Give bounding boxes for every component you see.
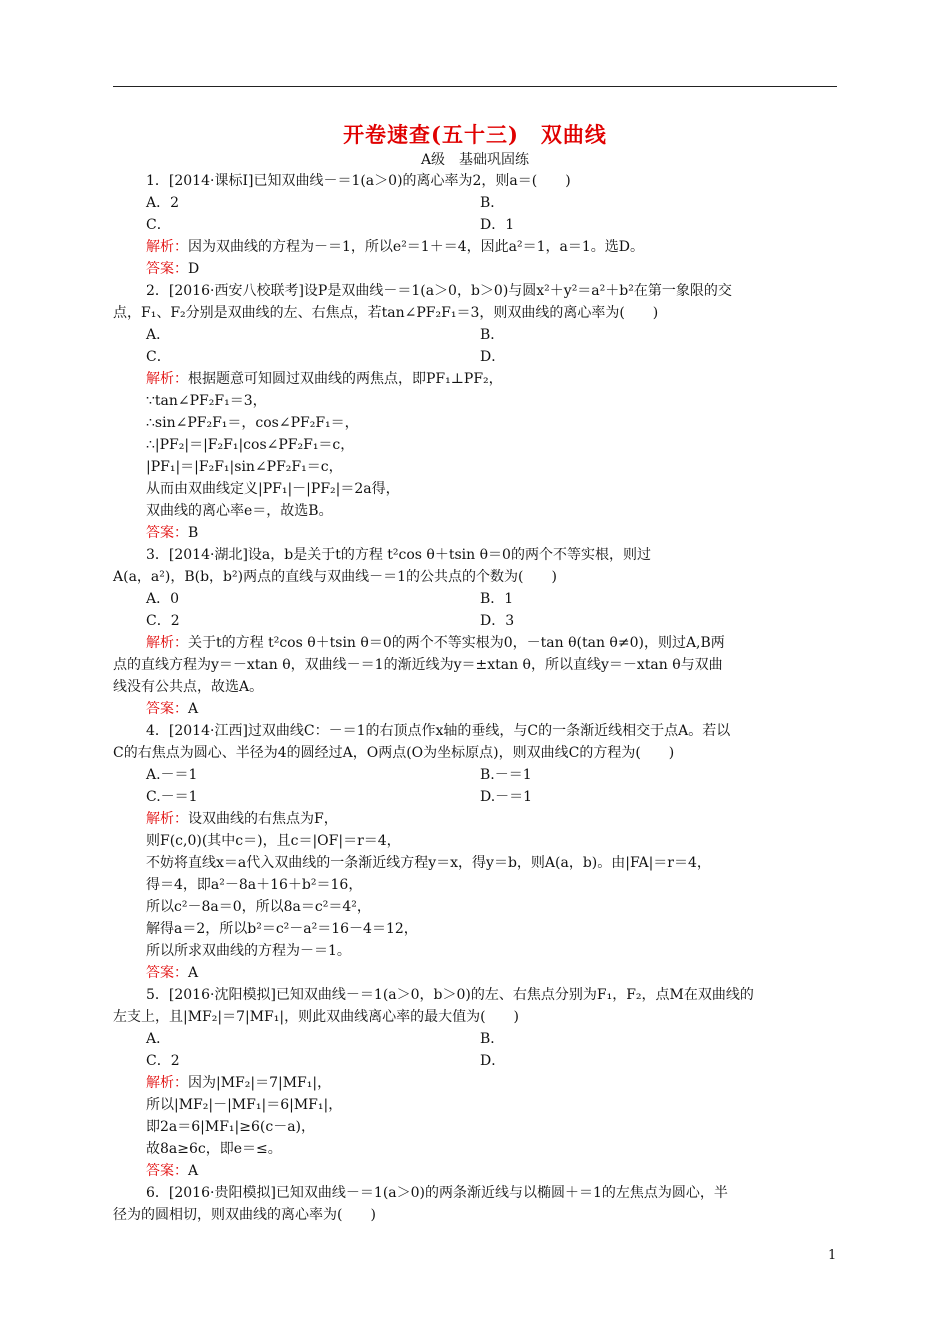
solution-line [113, 808, 837, 830]
line-text: C的右焦点为圆心、半径为4的圆经过A，O两点(O为坐标原点)，则双曲线C的方程为( ) [113, 745, 675, 761]
answer-option: C．2 [146, 613, 180, 629]
solution-line [113, 632, 837, 654]
answer-option: B.－＝1 [480, 767, 532, 783]
solution-step [113, 940, 837, 962]
page-number: 1 [828, 1248, 837, 1263]
answer-option: B． [480, 327, 505, 343]
question-stem [113, 984, 837, 1006]
option-row [113, 214, 837, 236]
header-rule [113, 86, 837, 87]
solution-step [113, 500, 837, 522]
answer-label: 答案： [146, 701, 188, 717]
solution-step [113, 918, 837, 940]
line-text: 因为|MF₂|＝7|MF₁|， [188, 1075, 332, 1091]
question-continuation [113, 566, 837, 588]
line-text: A(a，a²)，B(b，b²)两点的直线与双曲线－＝1的公共点的个数为( ) [113, 569, 557, 585]
line-text: 线没有公共点，故选A。 [113, 679, 264, 695]
line-text: 6．[2016·贵阳模拟]已知双曲线－＝1(a＞0)的两条渐近线与以椭圆＋＝1的左焦点为圆心，半 [146, 1185, 728, 1201]
question-stem [113, 544, 837, 566]
option-row [113, 786, 837, 808]
answer-option: A． [146, 327, 171, 343]
line-text: 关于t的方程 t²cos θ＋tsin θ＝0的两个不等实根为0，－tan θ(tan θ≠0)，则过A,B两 [188, 635, 725, 651]
option-row [113, 324, 837, 346]
answer-line [113, 962, 837, 984]
solution-step [113, 1094, 837, 1116]
line-text: A [188, 701, 199, 717]
solution-step [113, 830, 837, 852]
solution-label: 解析： [146, 239, 188, 255]
question-continuation [113, 654, 837, 676]
line-text: ∵tan∠PF₂F₁＝3， [146, 393, 267, 409]
solution-step [113, 896, 837, 918]
answer-option: C． [146, 349, 171, 365]
line-text: 即2a＝6|MF₁|≥6(c－a)， [146, 1119, 316, 1135]
solution-step [113, 390, 837, 412]
page-title: 开卷速查(五十三) 双曲线 [343, 122, 607, 147]
line-text: 根据题意可知圆过双曲线的两焦点，即PF₁⊥PF₂， [188, 371, 503, 387]
answer-line [113, 698, 837, 720]
question-continuation [113, 742, 837, 764]
solution-label: 解析： [146, 811, 188, 827]
answer-line [113, 522, 837, 544]
option-row [113, 764, 837, 786]
solution-step [113, 852, 837, 874]
solution-step [113, 1138, 837, 1160]
answer-option: B． [480, 1031, 505, 1047]
line-text: A [188, 1163, 199, 1179]
line-text: 2．[2016·西安八校联考]设P是双曲线－＝1(a＞0，b＞0)与圆x²＋y²＝a²＋b²在第一象限的交 [146, 283, 732, 299]
line-text: 双曲线的离心率e＝，故选B。 [146, 503, 333, 519]
line-text: 径为的圆相切，则双曲线的离心率为( ) [113, 1207, 376, 1223]
line-text: 5．[2016·沈阳模拟]已知双曲线－＝1(a＞0，b＞0)的左、右焦点分别为F₁，F₂，点M在双曲线的 [146, 987, 754, 1003]
question-list [113, 170, 837, 1226]
line-text: 所以|MF₂|－|MF₁|＝6|MF₁|， [146, 1097, 343, 1113]
question-continuation [113, 1204, 837, 1226]
line-text: 左支上，且|MF₂|＝7|MF₁|，则此双曲线离心率的最大值为( ) [113, 1009, 520, 1025]
line-text: 解得a＝2，所以b²＝c²－a²＝16－4＝12， [146, 921, 418, 937]
line-text: 点，F₁、F₂分别是双曲线的左、右焦点，若tan∠PF₂F₁＝3，则双曲线的离心率为( ) [113, 305, 659, 321]
option-row [113, 588, 837, 610]
question-continuation [113, 302, 837, 324]
option-row [113, 192, 837, 214]
answer-option: B．1 [480, 591, 514, 607]
line-text: 从而由双曲线定义|PF₁|－|PF₂|＝2a得， [146, 481, 400, 497]
solution-line [113, 236, 837, 258]
line-text: D [188, 261, 200, 277]
line-text: 不妨将直线x＝a代入双曲线的一条渐近线方程y＝x，得y＝b，则A(a，b)。由|FA|＝r＝4， [146, 855, 711, 871]
line-text: 3．[2014·湖北]设a，b是关于t的方程 t²cos θ＋tsin θ＝0的两个不等实根，则过 [146, 547, 651, 563]
solution-step [113, 478, 837, 500]
answer-option: C． [146, 217, 171, 233]
question-stem [113, 280, 837, 302]
answer-option: C.－＝1 [146, 789, 198, 805]
line-text: ∴|PF₂|＝|F₂F₁|cos∠PF₂F₁＝c， [146, 437, 355, 453]
line-text: 因为双曲线的方程为－＝1，所以e²＝1＋＝4，因此a²＝1，a＝1。选D。 [188, 239, 644, 255]
answer-line [113, 258, 837, 280]
line-text: B [188, 525, 199, 541]
question-stem [113, 720, 837, 742]
solution-label: 解析： [146, 1075, 188, 1091]
line-text: 则F(c,0)(其中c＝)，且c＝|OF|＝r＝4， [146, 833, 401, 849]
solution-step [113, 1116, 837, 1138]
question-stem [113, 170, 837, 192]
option-row [113, 346, 837, 368]
answer-option: A.－＝1 [146, 767, 198, 783]
line-text: A [188, 965, 199, 981]
answer-option: B． [480, 195, 505, 211]
answer-label: 答案： [146, 1163, 188, 1179]
answer-option: D．1 [480, 217, 515, 233]
answer-option: D． [480, 1053, 506, 1069]
answer-option: A．2 [146, 195, 180, 211]
answer-option: C．2 [146, 1053, 180, 1069]
document-page [113, 120, 837, 1226]
question-continuation [113, 1006, 837, 1028]
solution-line [113, 368, 837, 390]
answer-option: D． [480, 349, 506, 365]
solution-step [113, 874, 837, 896]
option-row [113, 1050, 837, 1072]
answer-option: D．3 [480, 613, 515, 629]
answer-option: A．0 [146, 591, 180, 607]
answer-line [113, 1160, 837, 1182]
line-text: 4．[2014·江西]过双曲线C：－＝1的右顶点作x轴的垂线，与C的一条渐近线相交于点A。若以 [146, 723, 731, 739]
solution-step [113, 412, 837, 434]
solution-step [113, 456, 837, 478]
page-subtitle: A级 基础巩固练 [420, 152, 530, 168]
option-row [113, 1028, 837, 1050]
line-text: 点的直线方程为y＝－xtan θ，双曲线－＝1的渐近线为y＝±xtan θ，所以直线y＝－xtan θ与双曲 [113, 657, 723, 673]
solution-line [113, 1072, 837, 1094]
line-text: 得＝4，即a²－8a＋16＋b²＝16， [146, 877, 363, 893]
answer-label: 答案： [146, 965, 188, 981]
line-text: 所以c²－8a＝0，所以8a＝c²＝4²， [146, 899, 371, 915]
answer-label: 答案： [146, 525, 188, 541]
solution-label: 解析： [146, 371, 188, 387]
line-text: 故8a≥6c，即e＝≤。 [146, 1141, 282, 1157]
line-text: 所以所求双曲线的方程为－＝1。 [146, 943, 351, 959]
answer-label: 答案： [146, 261, 188, 277]
line-text: ∴sin∠PF₂F₁＝，cos∠PF₂F₁＝， [146, 415, 359, 431]
option-row [113, 610, 837, 632]
line-text: |PF₁|＝|F₂F₁|sin∠PF₂F₁＝c， [146, 459, 343, 475]
line-text: 1．[2014·课标Ⅰ]已知双曲线－＝1(a＞0)的离心率为2，则a＝( ) [146, 173, 571, 189]
line-text: 设双曲线的右焦点为F， [188, 811, 338, 827]
question-continuation [113, 676, 837, 698]
solution-step [113, 434, 837, 456]
solution-label: 解析： [146, 635, 188, 651]
question-stem [113, 1182, 837, 1204]
answer-option: A． [146, 1031, 171, 1047]
answer-option: D.－＝1 [480, 789, 533, 805]
